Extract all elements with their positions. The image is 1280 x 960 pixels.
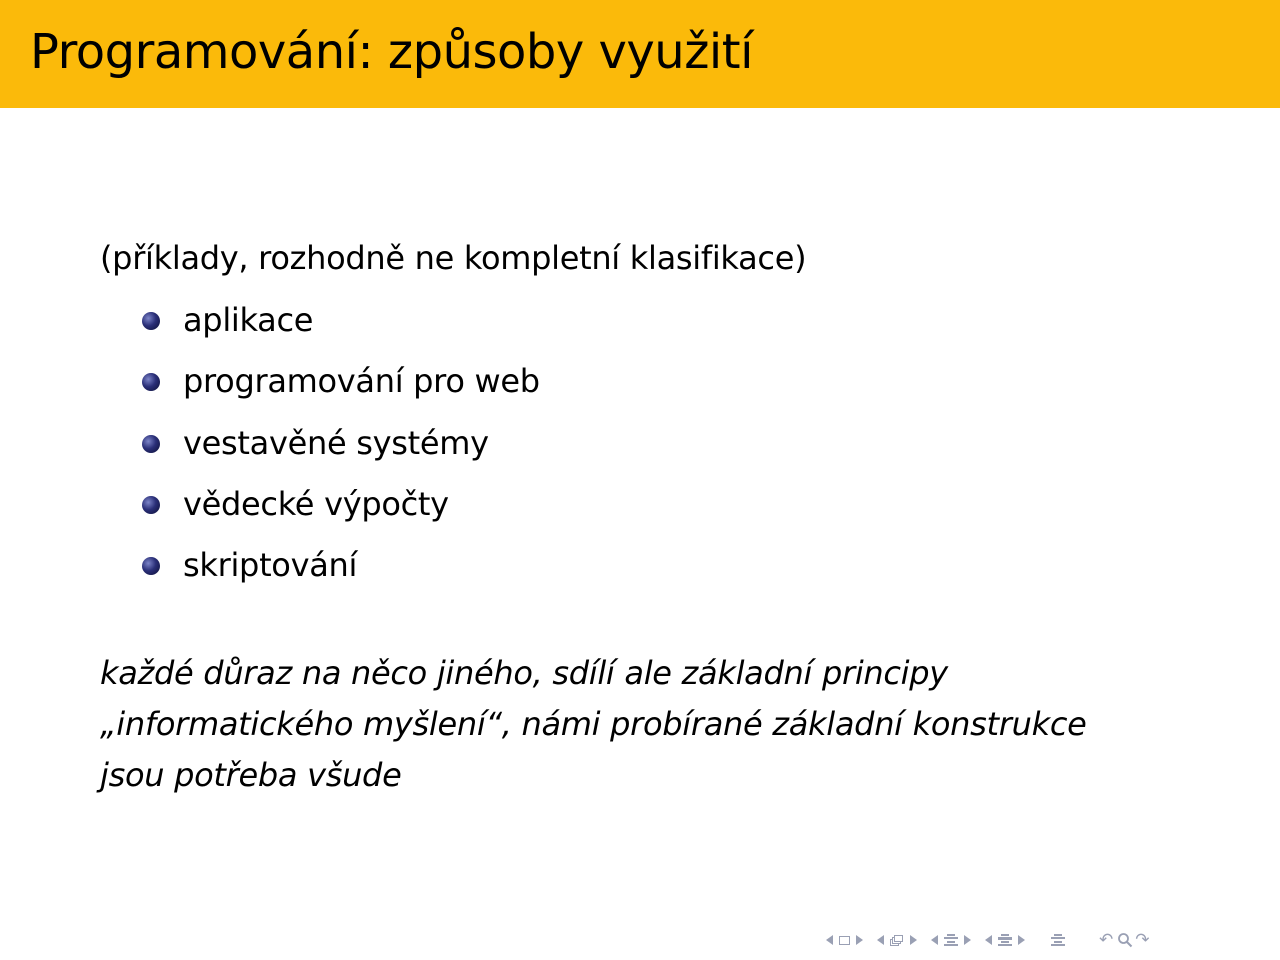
back-icon[interactable]: ↶ [1099, 930, 1116, 950]
document-icon[interactable] [1051, 934, 1065, 946]
bullet-icon [142, 373, 160, 391]
subsection-navigation[interactable] [877, 934, 917, 946]
presentation-navigation[interactable] [985, 934, 1025, 946]
bullet-text: vědecké výpočty [183, 484, 449, 523]
search-icon[interactable] [1117, 932, 1133, 948]
closing-paragraph [100, 648, 1220, 801]
bullet-icon [142, 557, 160, 575]
closing-line: jsou potřeba všude [100, 756, 402, 794]
next-presentation-icon[interactable] [1018, 935, 1025, 945]
beamer-navigation-bar [826, 930, 1152, 950]
previous-presentation-icon[interactable] [985, 935, 992, 945]
document-navigation[interactable] [1051, 934, 1065, 946]
previous-section-icon[interactable] [931, 935, 938, 945]
bullet-icon [142, 435, 160, 453]
bullet-icon [142, 312, 160, 330]
next-subsection-icon[interactable] [910, 935, 917, 945]
search-controls[interactable] [1099, 930, 1152, 950]
intro-text: (příklady, rozhodně ne kompletní klasifikace) [100, 239, 807, 277]
next-frame-icon[interactable] [856, 935, 863, 945]
section-nav-icon[interactable] [944, 934, 958, 946]
closing-line: každé důraz na něco jiného, sdílí ale základní principy [100, 654, 948, 692]
frame-nav-icon[interactable] [839, 936, 850, 945]
next-section-icon[interactable] [964, 935, 971, 945]
slide-title: Programování: způsoby využití [30, 24, 753, 80]
bullet-text: aplikace [183, 301, 314, 339]
section-navigation[interactable] [931, 934, 971, 946]
bullet-text: vestavěné systémy [183, 423, 489, 462]
bullet-text: programování pro web [183, 362, 540, 401]
closing-line: „informatického myšlení“, námi probírané základní konstrukce [100, 705, 1087, 743]
forward-icon[interactable]: ↷ [1135, 930, 1152, 950]
subsection-nav-icon[interactable] [890, 934, 904, 946]
frame-navigation[interactable] [826, 935, 863, 945]
previous-subsection-icon[interactable] [877, 935, 884, 945]
bullet-icon [142, 496, 160, 514]
bullet-text: skriptování [183, 546, 358, 585]
presentation-nav-icon[interactable] [998, 934, 1012, 946]
previous-frame-icon[interactable] [826, 935, 833, 945]
title-bar [0, 0, 1280, 108]
